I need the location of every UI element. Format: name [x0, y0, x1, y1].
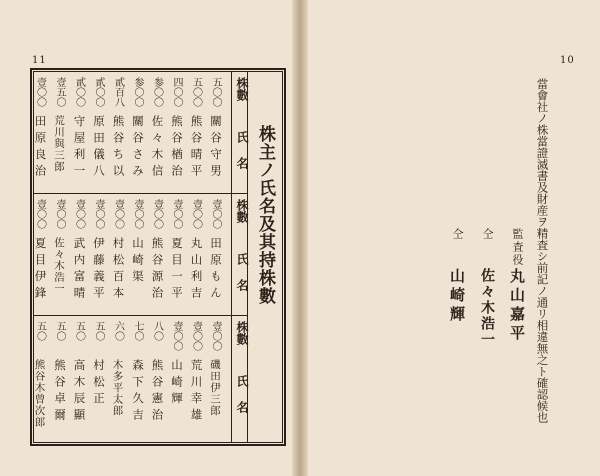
page-number-right: 10: [560, 55, 575, 66]
shares-cell: 参〇〇: [151, 77, 163, 107]
shares-cell: 壹〇〇: [210, 199, 221, 229]
name-cell: 田原良治: [33, 115, 48, 181]
shares-cell: 壹〇〇: [54, 199, 65, 229]
book-gutter: [292, 0, 308, 476]
name-cell: 磯田伊三郎: [209, 359, 221, 417]
name-cell: 守屋利一: [72, 115, 87, 181]
shares-cell: 壹〇〇: [132, 199, 143, 229]
name-cell: 關谷さみ: [131, 115, 145, 181]
shares-cell: 五〇: [93, 321, 104, 341]
shares-cell: 四〇〇: [171, 77, 182, 107]
name-cell: 伊藤義平: [92, 237, 106, 303]
name-cell: 熊谷憲治: [150, 359, 165, 425]
header-name: 氏名: [235, 253, 249, 305]
name-cell: 夏目一平: [170, 237, 184, 303]
shares-cell: 五〇〇: [210, 77, 221, 107]
shares-cell: 壹五〇: [54, 77, 65, 107]
auditor-name: 丸山嘉平: [508, 268, 526, 344]
shares-cell: 壹〇〇: [171, 199, 182, 229]
shares-cell: 壹〇〇: [151, 199, 163, 229]
shares-cell: 五〇: [73, 321, 85, 341]
header-shares: 株數: [235, 199, 249, 223]
name-cell: 村松百本: [111, 237, 126, 303]
name-cell: 熊谷卓爾: [53, 359, 67, 425]
shares-cell: 八〇: [151, 321, 163, 341]
shares-cell: 壹〇〇: [190, 321, 202, 351]
band-separator-line: [33, 193, 247, 194]
header-shares: 株數: [235, 77, 249, 101]
shares-cell: 五〇: [54, 321, 65, 341]
shares-cell: 壹〇〇: [73, 199, 85, 229]
name-cell: 山崎輝: [170, 359, 184, 409]
header-name: 氏名: [235, 375, 249, 427]
name-cell: 森下久吉: [131, 359, 145, 425]
shares-cell: 六〇: [112, 321, 124, 341]
band-separator-line: [33, 315, 247, 316]
shares-cell: 七〇: [132, 321, 143, 341]
header-separator-line: [231, 71, 232, 443]
table-title: 株主ノ氏名及其持株數: [255, 125, 275, 305]
name-cell: 原田儀八: [92, 115, 106, 181]
shares-cell: 貳百八: [112, 77, 124, 107]
shares-cell: 五〇: [34, 321, 46, 341]
shares-cell: 壹〇〇: [171, 321, 182, 351]
header-name: 氏名: [235, 131, 249, 183]
auditor-role: 仝: [481, 228, 494, 241]
header-shares: 株數: [235, 321, 249, 345]
auditor-role: 監査役: [511, 228, 524, 267]
shares-cell: 参〇〇: [132, 77, 143, 107]
name-cell: 荒川幸雄: [189, 359, 204, 425]
shares-cell: 貳〇〇: [73, 77, 85, 107]
name-cell: 熊谷源治: [150, 237, 165, 303]
statement-text: 當會社ノ株當證滅書及財産ヲ精査シ前記ノ通リ相違無之ト確認候也: [535, 78, 550, 423]
shares-cell: 壹〇〇: [34, 199, 46, 229]
name-cell: 田原もん: [209, 237, 223, 303]
name-cell: 佐々木浩一: [53, 237, 65, 295]
shares-cell: 貳〇〇: [93, 77, 104, 107]
shares-cell: 壹〇〇: [93, 199, 104, 229]
name-cell: 木多平太郎: [111, 359, 124, 417]
name-cell: 村松正: [92, 359, 106, 409]
name-cell: 關谷守男: [209, 115, 223, 181]
name-cell: 丸山利吉: [189, 237, 204, 303]
name-cell: 夏目伊鋒: [33, 237, 48, 303]
shares-cell: 壹〇〇: [190, 199, 202, 229]
shares-cell: 壹〇〇: [112, 199, 124, 229]
name-cell: 武内富晴: [72, 237, 87, 303]
name-cell: 佐々木信: [150, 115, 165, 181]
auditor-role: 仝: [451, 228, 464, 241]
name-cell: 高木辰顯: [72, 359, 87, 425]
shares-cell: 壹〇〇: [210, 321, 221, 351]
name-cell: 熊谷木曾次郎: [33, 359, 46, 428]
name-cell: 熊谷楢治: [170, 115, 184, 181]
name-cell: 熊谷ち以: [111, 115, 126, 181]
auditor-name: 佐々木浩一: [479, 268, 495, 348]
name-cell: 荒川與三郎: [53, 115, 65, 173]
shares-cell: 壹〇〇: [34, 77, 46, 107]
name-cell: 山崎渠: [131, 237, 145, 287]
shares-cell: 五〇〇: [190, 77, 202, 107]
name-cell: 熊谷晴平: [189, 115, 204, 181]
auditor-name: 山崎輝: [448, 268, 466, 325]
page-number-left: 11: [32, 55, 47, 66]
